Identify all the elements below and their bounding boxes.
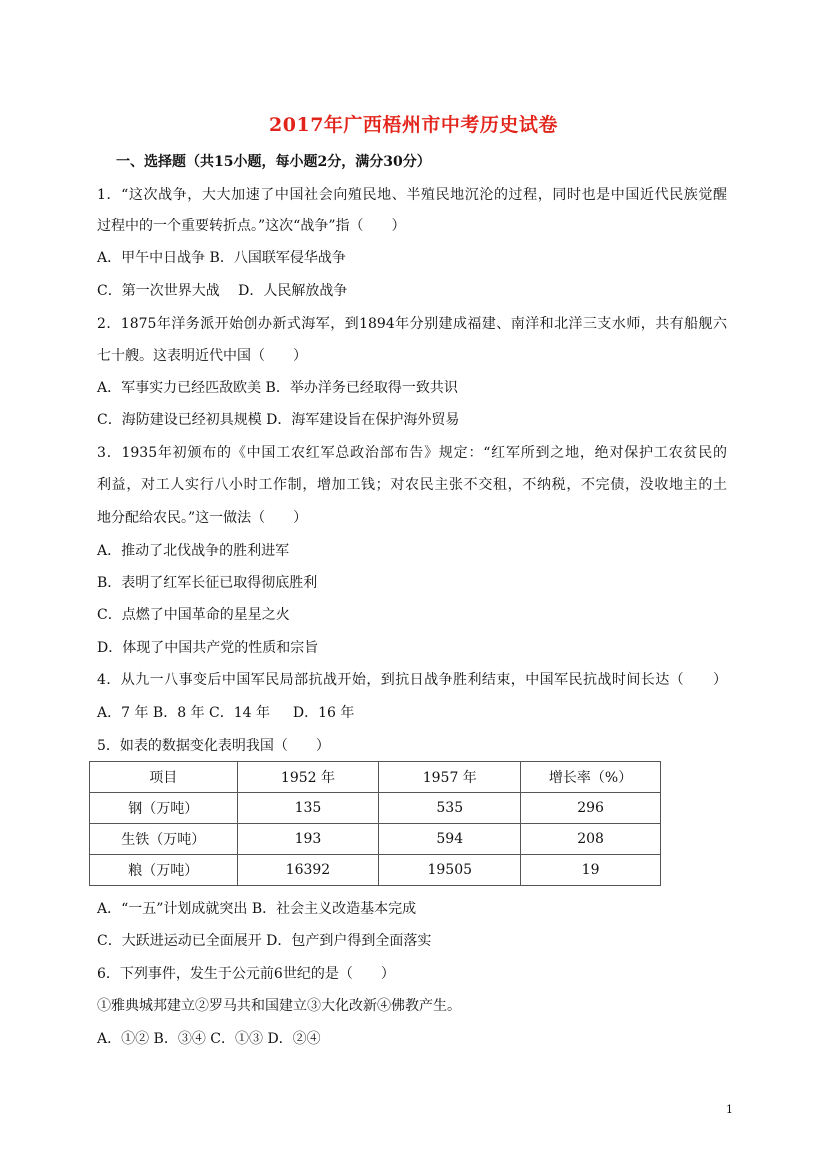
table-cell: 594 xyxy=(379,824,521,855)
table-row xyxy=(90,824,661,855)
question-1-stem-line-2: 过程中的一个重要转折点。”这次“战争”指（ ） xyxy=(97,218,406,234)
question-3-option-b: B．表明了红军长征已取得彻底胜利 xyxy=(97,575,318,591)
question-3-option-d: D．体现了中国共产党的性质和宗旨 xyxy=(97,640,319,656)
table-header-cell: 1957 年 xyxy=(379,762,521,793)
question-3-stem-line-3: 地分配给农民。”这一做法（ ） xyxy=(97,510,308,526)
table-cell: 193 xyxy=(237,824,379,855)
question-1-stem-line-1: 1．“这次战争，大大加速了中国社会向殖民地、半殖民地沉沦的过程，同时也是中国近代民族觉醒 xyxy=(97,187,727,203)
question-2-options-cd: C．海防建设已经初具规模 D．海军建设旨在保护海外贸易 xyxy=(97,412,460,428)
question-3-option-c: C．点燃了中国革命的星星之火 xyxy=(97,607,290,623)
data-table xyxy=(89,761,661,886)
question-3-stem-line-1: 3．1935年初颁布的《中国工农红军总政治部布告》规定：“红军所到之地，绝对保护工农贫民的 xyxy=(97,445,727,461)
page-title: 2017年广西梧州市中考历史试卷 xyxy=(269,114,558,136)
table-header-cell: 增长率（%） xyxy=(521,762,661,793)
question-1-options-cd: C．第一次世界大战 D．人民解放战争 xyxy=(97,283,348,299)
question-3-option-a: A．推动了北伐战争的胜利进军 xyxy=(97,543,290,559)
table-header-cell: 项目 xyxy=(90,762,238,793)
table-cell: 19505 xyxy=(379,855,521,886)
table-cell: 135 xyxy=(237,793,379,824)
question-6-items: ①雅典城邦建立②罗马共和国建立③大化改新④佛教产生。 xyxy=(97,998,461,1014)
table-cell: 296 xyxy=(521,793,661,824)
question-4-options: A．7 年 B．8 年 C．14 年 D．16 年 xyxy=(97,705,355,721)
question-5-options-ab: A．“一五”计划成就突出 B．社会主义改造基本完成 xyxy=(97,901,417,917)
table-cell: 535 xyxy=(379,793,521,824)
question-6-options: A．①② B．③④ C．①③ D．②④ xyxy=(97,1031,321,1047)
table-header-row xyxy=(90,762,661,793)
table-cell: 钢（万吨） xyxy=(90,793,238,824)
question-2-options-ab: A．军事实力已经匹敌欧美 B．举办洋务已经取得一致共识 xyxy=(97,380,458,396)
table-header-cell: 1952 年 xyxy=(237,762,379,793)
table-cell: 生铁（万吨） xyxy=(90,824,238,855)
table-row xyxy=(90,793,661,824)
question-4-stem: 4．从九一八事变后中国军民局部抗战开始，到抗日战争胜利结束，中国军民抗战时间长达（ ） xyxy=(97,672,727,688)
section-heading: 一、选择题（共15小题，每小题2分，满分30分） xyxy=(116,154,431,170)
table-cell: 19 xyxy=(521,855,661,886)
question-2-stem-line-1: 2．1875年洋务派开始创办新式海军，到1894年分别建成福建、南洋和北洋三支水师，共有船舰六 xyxy=(97,316,727,332)
table-cell: 粮（万吨） xyxy=(90,855,238,886)
question-1-options-ab: A．甲午中日战争 B．八国联军侵华战争 xyxy=(97,250,346,266)
page-number: 1 xyxy=(726,1103,733,1116)
question-6-stem: 6．下列事件，发生于公元前6世纪的是（ ） xyxy=(97,966,395,982)
table-row xyxy=(90,855,661,886)
question-2-stem-line-2: 七十艘。这表明近代中国（ ） xyxy=(97,348,307,364)
question-5-options-cd: C．大跃进运动已全面展开 D．包产到户得到全面落实 xyxy=(97,933,432,949)
question-5-stem: 5．如表的数据变化表明我国（ ） xyxy=(97,738,330,754)
table-cell: 16392 xyxy=(237,855,379,886)
question-3-stem-line-2: 利益，对工人实行八小时工作制，增加工钱；对农民主张不交租，不纳税，不完债，没收地主的土 xyxy=(97,477,727,493)
table-cell: 208 xyxy=(521,824,661,855)
